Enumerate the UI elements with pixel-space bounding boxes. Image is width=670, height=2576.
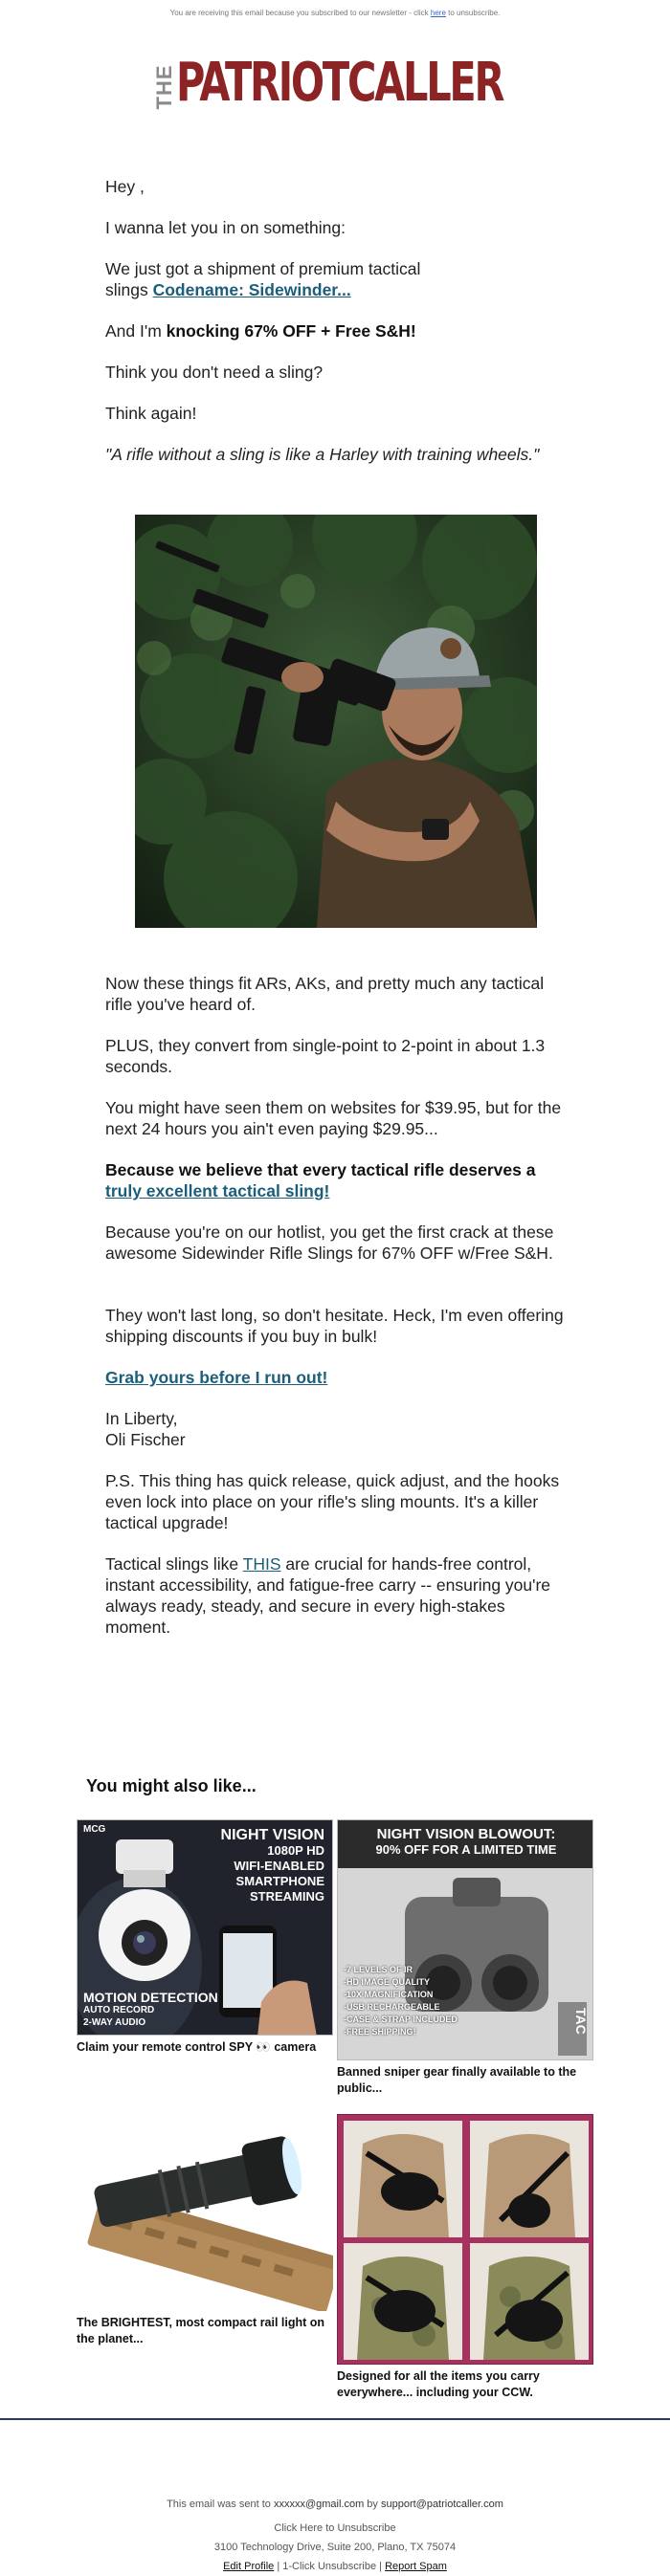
ps-paragraph: P.S. This thing has quick release, quick adjust, and the hooks even lock into place on your rifle's sling mounts. It's a killer tactical upgrade! bbox=[105, 1471, 560, 1532]
belief-bold: Because we believe that every tactical rifle deserves a bbox=[105, 1160, 536, 1179]
signoff-line2: Oli Fischer bbox=[105, 1430, 186, 1449]
notice-unsubscribe-link[interactable]: here bbox=[430, 9, 446, 17]
logo-wordmark: PATRIOTCALLER bbox=[176, 52, 503, 114]
spy-bottom-1: MOTION DETECTION bbox=[83, 1990, 218, 2005]
mcg-badge: MCG bbox=[83, 1824, 106, 1835]
nv-headline-1: NIGHT VISION BLOWOUT: bbox=[376, 1826, 556, 1842]
footer-address: 3100 Technology Drive, Suite 200, Plano, TX 75074 bbox=[213, 2542, 457, 2553]
shipment-text: We just got a shipment of premium tactical slings bbox=[105, 259, 421, 299]
spy-camera-feature-list bbox=[221, 1828, 324, 1904]
tactical-slings-paragraph bbox=[105, 1553, 565, 1638]
bulk-paragraph: They won't last long, so don't hesitate. Heck, I'm even offering shipping discounts if you buy in bulk! bbox=[105, 1306, 564, 1346]
footer-divider bbox=[0, 2418, 670, 2420]
discount-bold: knocking 67% OFF + Free S&H! bbox=[166, 321, 416, 341]
question-line: Think you don't need a sling? bbox=[105, 363, 324, 382]
discount-line bbox=[105, 320, 565, 341]
discount-prefix: And I'm bbox=[105, 321, 167, 341]
nv-feature-2: -HD IMAGE QUALITY bbox=[344, 1977, 430, 1987]
spy-feature-2: 1080P HD bbox=[267, 1843, 324, 1858]
this-link[interactable]: THIS bbox=[242, 1554, 281, 1574]
footer-sep-1: | bbox=[274, 2561, 283, 2572]
rail-light-caption[interactable]: The BRIGHTEST, most compact rail light on the planet... bbox=[77, 2316, 325, 2345]
night-vision-caption[interactable]: Banned sniper gear finally available to the public... bbox=[337, 2065, 577, 2095]
sling-bag-art bbox=[338, 2115, 593, 2365]
footer-links bbox=[0, 2561, 670, 2572]
spy-feature-4: SMARTPHONE bbox=[235, 1874, 324, 1888]
nv-headline-2: 90% OFF FOR A LIMITED TIME bbox=[375, 1842, 557, 1857]
intro-line: I wanna let you in on something: bbox=[105, 218, 346, 237]
nv-feature-1: -7 LEVELS OF IR bbox=[344, 1965, 413, 1974]
notice-suffix: to unsubscribe. bbox=[445, 9, 501, 17]
unsubscribe-notice bbox=[0, 9, 670, 17]
spy-bottom-3: 2-WAY AUDIO bbox=[83, 2017, 146, 2028]
sling-bag-caption[interactable]: Designed for all the items you carry everywhere... including your CCW. bbox=[337, 2369, 540, 2399]
spy-camera-bottom-text bbox=[83, 1992, 218, 2029]
sender-email: support@patriotcaller.com bbox=[380, 2499, 503, 2510]
spy-feature-3: WIFI-ENABLED bbox=[234, 1859, 324, 1873]
hero-image-man-with-rifle[interactable] bbox=[135, 515, 537, 928]
excellent-sling-link[interactable]: truly excellent tactical sling! bbox=[105, 1181, 330, 1200]
report-spam-link[interactable]: Report Spam bbox=[385, 2561, 447, 2572]
logo-the: THE bbox=[152, 64, 176, 110]
notice-prefix: You are receiving this email because you subscribed to our newsletter - click bbox=[169, 9, 431, 17]
product-card-sling-bag[interactable] bbox=[337, 2114, 593, 2401]
spy-bottom-2: AUTO RECORD bbox=[83, 2005, 155, 2015]
product-card-rail-light[interactable] bbox=[77, 2114, 333, 2347]
night-vision-banner bbox=[338, 1820, 593, 1868]
tactical-suffix: are crucial for hands-free control, instant accessibility, and fatigue-free carry -- ensuring you're always ready, steady, and secure in every high-stakes moment. bbox=[105, 1554, 551, 1637]
nv-feature-4: -USB RECHARGEABLE bbox=[344, 2002, 440, 2012]
one-click-unsubscribe-link[interactable]: 1-Click Unsubscribe bbox=[282, 2561, 377, 2572]
spy-feature-5: STREAMING bbox=[250, 1889, 324, 1904]
price-paragraph: You might have seen them on websites for $39.95, but for the next 24 hours you ain't even paying $29.95... bbox=[105, 1098, 562, 1138]
sent-prefix: This email was sent to bbox=[167, 2499, 274, 2510]
footer-sent-line bbox=[0, 2499, 670, 2510]
tac-brand: TAC bbox=[573, 2008, 589, 2035]
sidewinder-link[interactable]: Codename: Sidewinder... bbox=[152, 280, 351, 299]
think-again-line: Think again! bbox=[105, 404, 197, 423]
recommendations-title: You might also like... bbox=[86, 1776, 257, 1795]
cta-line bbox=[105, 1367, 565, 1388]
sent-by: by bbox=[364, 2499, 381, 2510]
rail-light-art bbox=[77, 2114, 333, 2311]
footer-sep-2: | bbox=[376, 2561, 386, 2572]
convert-paragraph: PLUS, they convert from single-point to 2-point in about 1.3 seconds. bbox=[105, 1036, 546, 1076]
nv-feature-6: -FREE SHIPPING! bbox=[344, 2027, 416, 2037]
edit-profile-link[interactable]: Edit Profile bbox=[223, 2561, 275, 2572]
greeting: Hey , bbox=[105, 177, 145, 196]
spy-feature-1: NIGHT VISION bbox=[220, 1827, 324, 1843]
rail-light-image[interactable] bbox=[77, 2114, 333, 2311]
nv-feature-3: -10X MAGNIFICATION bbox=[344, 1990, 434, 1999]
product-card-night-vision[interactable] bbox=[337, 1819, 593, 2097]
night-vision-features bbox=[344, 1964, 458, 2038]
footer-unsubscribe-link[interactable]: Click Here to Unsubscribe bbox=[274, 2522, 396, 2534]
shipment-paragraph bbox=[105, 258, 450, 300]
night-vision-image[interactable] bbox=[337, 1819, 593, 2060]
grab-yours-link[interactable]: Grab yours before I run out! bbox=[105, 1368, 328, 1387]
product-card-spy-camera[interactable] bbox=[77, 1819, 333, 2056]
tactical-prefix: Tactical slings like bbox=[105, 1554, 243, 1574]
hero-photo bbox=[135, 515, 537, 928]
nv-feature-5: -CASE & STRAP INCLUDED bbox=[344, 2015, 458, 2024]
quote-line bbox=[105, 444, 565, 465]
spy-camera-image[interactable] bbox=[77, 1819, 333, 2036]
spy-camera-caption[interactable]: Claim your remote control SPY 👀 camera bbox=[77, 2040, 317, 2054]
belief-paragraph bbox=[105, 1159, 565, 1201]
signoff-line1: In Liberty, bbox=[105, 1409, 178, 1428]
quote-text: "A rifle without a sling is like a Harley with training wheels." bbox=[105, 445, 540, 464]
sling-bag-image[interactable] bbox=[337, 2114, 593, 2365]
recipient-email: xxxxxx@gmail.com bbox=[273, 2499, 365, 2510]
hotlist-paragraph: Because you're on our hotlist, you get the first crack at these awesome Sidewinder Rifle Slings for 67% OFF w/Free S&H. bbox=[105, 1222, 554, 1263]
patriotcaller-logo[interactable] bbox=[152, 52, 517, 117]
fitment-paragraph: Now these things fit ARs, AKs, and pretty much any tactical rifle you've heard of. bbox=[105, 974, 545, 1014]
